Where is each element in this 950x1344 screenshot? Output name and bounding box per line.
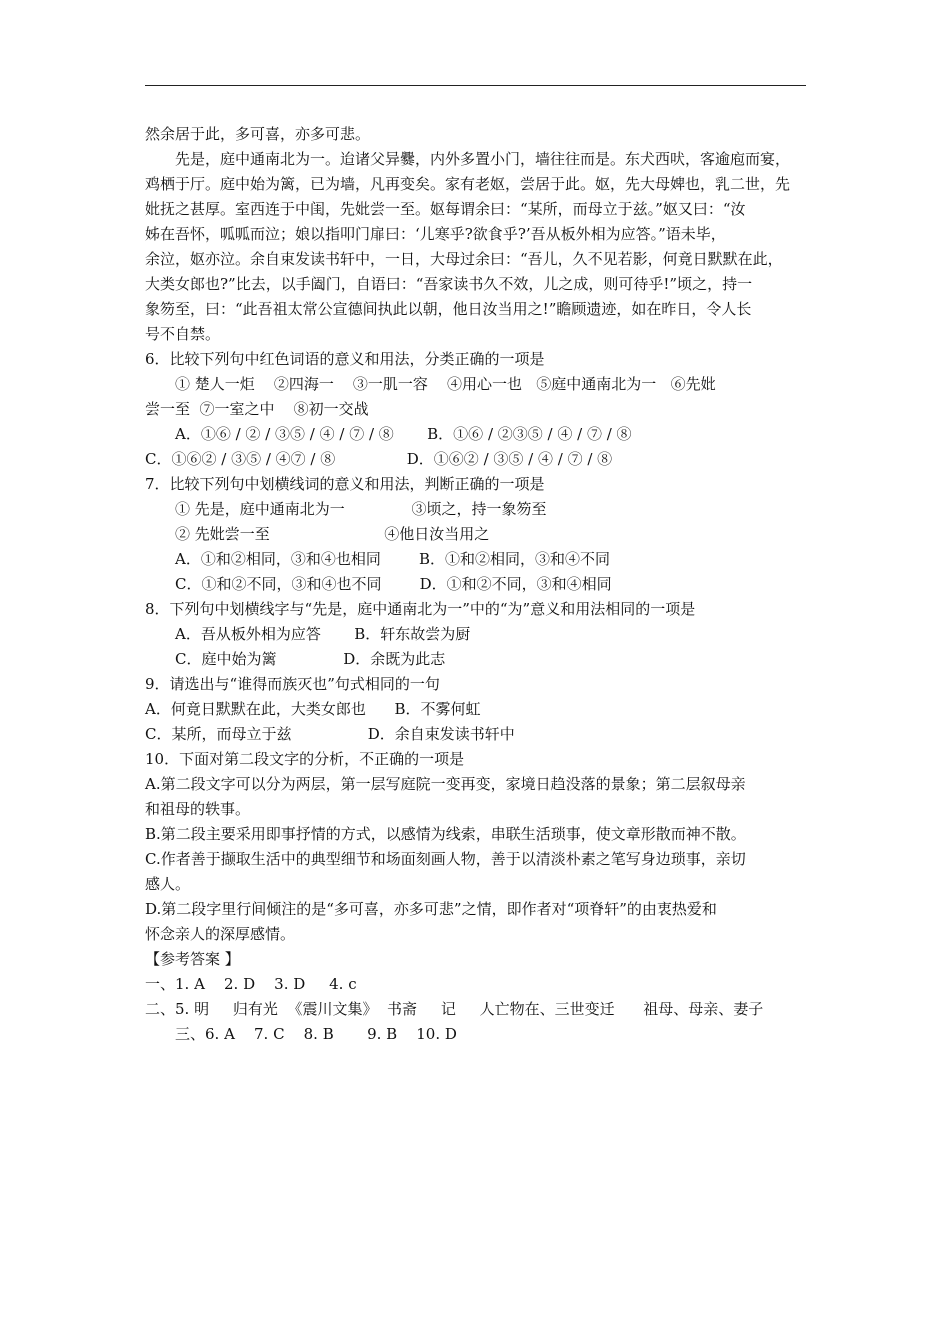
- passage-line: 大类女郎也?”比去，以手阖门，自语曰：“吾家读书久不效，儿之成，则可待乎!”顷之，持一: [145, 275, 753, 293]
- question-6-options: C．①⑥② / ③⑤ / ④⑦ / ⑧ D．①⑥② / ③⑤ / ④ / ⑦ / ⑧: [145, 450, 613, 468]
- passage-line: 然余居于此，多可喜，亦多可悲。: [145, 125, 371, 143]
- question-6-items: ① 楚人一炬 ②四海一 ③一肌一容 ④用心一也 ⑤庭中通南北为一 ⑥先妣: [175, 375, 716, 393]
- answers-heading: 【参考答案 】: [145, 950, 240, 968]
- passage-line: 姊在吾怀，呱呱而泣；娘以指叩门扉曰：‘儿寒乎?欲食乎?’吾从板外相为应答。”语未毕，: [145, 225, 726, 243]
- question-9-options: C．某所，而母立于兹 D．余自束发读书轩中: [145, 725, 515, 743]
- question-10-option-c: 感人。: [145, 875, 191, 893]
- passage-line: 号不自禁。: [145, 325, 221, 343]
- question-9-stem: 9．请选出与“谁得而族灭也”句式相同的一句: [145, 675, 440, 693]
- question-8-options: C．庭中始为篱 D．余既为此志: [175, 650, 446, 668]
- question-10-option-a: A.第二段文字可以分为两层，第一层写庭院一变再变，家境日趋没落的景象；第二层叙母亲: [145, 775, 746, 793]
- passage-line: 象笏至，曰：“此吾祖太常公宣德间执此以朝，他日汝当用之!”瞻顾遗迹，如在昨日，令人长: [145, 300, 752, 318]
- passage-line: 先是，庭中通南北为一。迨诸父异爨，内外多置小门，墙往往而是。东犬西吠，客逾庖而宴，: [175, 150, 791, 168]
- answers-part-3: 三、6. A 7. C 8. B 9. B 10. D: [175, 1025, 457, 1043]
- question-10-option-c: C.作者善于撷取生活中的典型细节和场面刻画人物，善于以清淡朴素之笔写身边琐事，亲切: [145, 850, 746, 868]
- question-7-items: ② 先妣尝一至 ④他日汝当用之: [175, 525, 490, 543]
- question-10-stem: 10．下面对第二段文字的分析，不正确的一项是: [145, 750, 465, 768]
- answers-part-2: 二、5. 明 归有光 《震川文集》 书斋 记 人亡物在、三世变迁 祖母、母亲、妻子: [145, 1000, 764, 1018]
- question-7-stem: 7．比较下列句中划横线词的意义和用法，判断正确的一项是: [145, 475, 545, 493]
- question-7-options: C．①和②不同，③和④也不同 D．①和②不同，③和④相同: [175, 575, 612, 593]
- question-6-stem: 6．比较下列句中红色词语的意义和用法，分类正确的一项是: [145, 350, 545, 368]
- question-9-options: A．何竟日默默在此，大类女郎也 B．不雾何虹: [145, 700, 481, 718]
- question-8-stem: 8．下列句中划横线字与“先是，庭中通南北为一”中的“为”意义和用法相同的一项是: [145, 600, 696, 618]
- document-body: [145, 122, 810, 1047]
- passage-line: 鸡栖于厅。庭中始为篱，已为墙，凡再变矣。家有老妪，尝居于此。妪，先大母婢也，乳二世，先: [145, 175, 791, 193]
- question-10-option-d: D.第二段字里行间倾注的是“多可喜，亦多可悲”之情，即作者对“项脊轩”的由衷热爱和: [145, 900, 717, 918]
- header-rule: [145, 85, 806, 86]
- question-10-option-b: B.第二段主要采用即事抒情的方式，以感情为线索，串联生活琐事，使文章形散而神不散。: [145, 825, 746, 843]
- passage-line: 妣抚之甚厚。室西连于中闺，先妣尝一至。妪每谓余曰：“某所，而母立于兹。”妪又曰：“汝: [145, 200, 746, 218]
- answers-part-1: 一、1. A 2. D 3. D 4. c: [145, 975, 357, 993]
- question-6-options: A．①⑥ / ② / ③⑤ / ④ / ⑦ / ⑧ B．①⑥ / ②③⑤ / ④ / ⑦ / ⑧: [175, 425, 632, 443]
- question-10-option-d: 怀念亲人的深厚感情。: [145, 925, 296, 943]
- question-8-options: A．吾从板外相为应答 B．轩东故尝为厨: [175, 625, 471, 643]
- question-10-option-a: 和祖母的轶事。: [145, 800, 251, 818]
- passage-line: 余泣，妪亦泣。余自束发读书轩中，一日，大母过余曰：“吾儿，久不见若影，何竟日默默在此，: [145, 250, 783, 268]
- question-7-options: A．①和②相同，③和④也相同 B．①和②相同，③和④不同: [175, 550, 611, 568]
- question-7-items: ① 先是，庭中通南北为一 ③顷之，持一象笏至: [175, 500, 547, 518]
- question-6-items: 尝一至 ⑦一室之中 ⑧初一交战: [145, 400, 369, 418]
